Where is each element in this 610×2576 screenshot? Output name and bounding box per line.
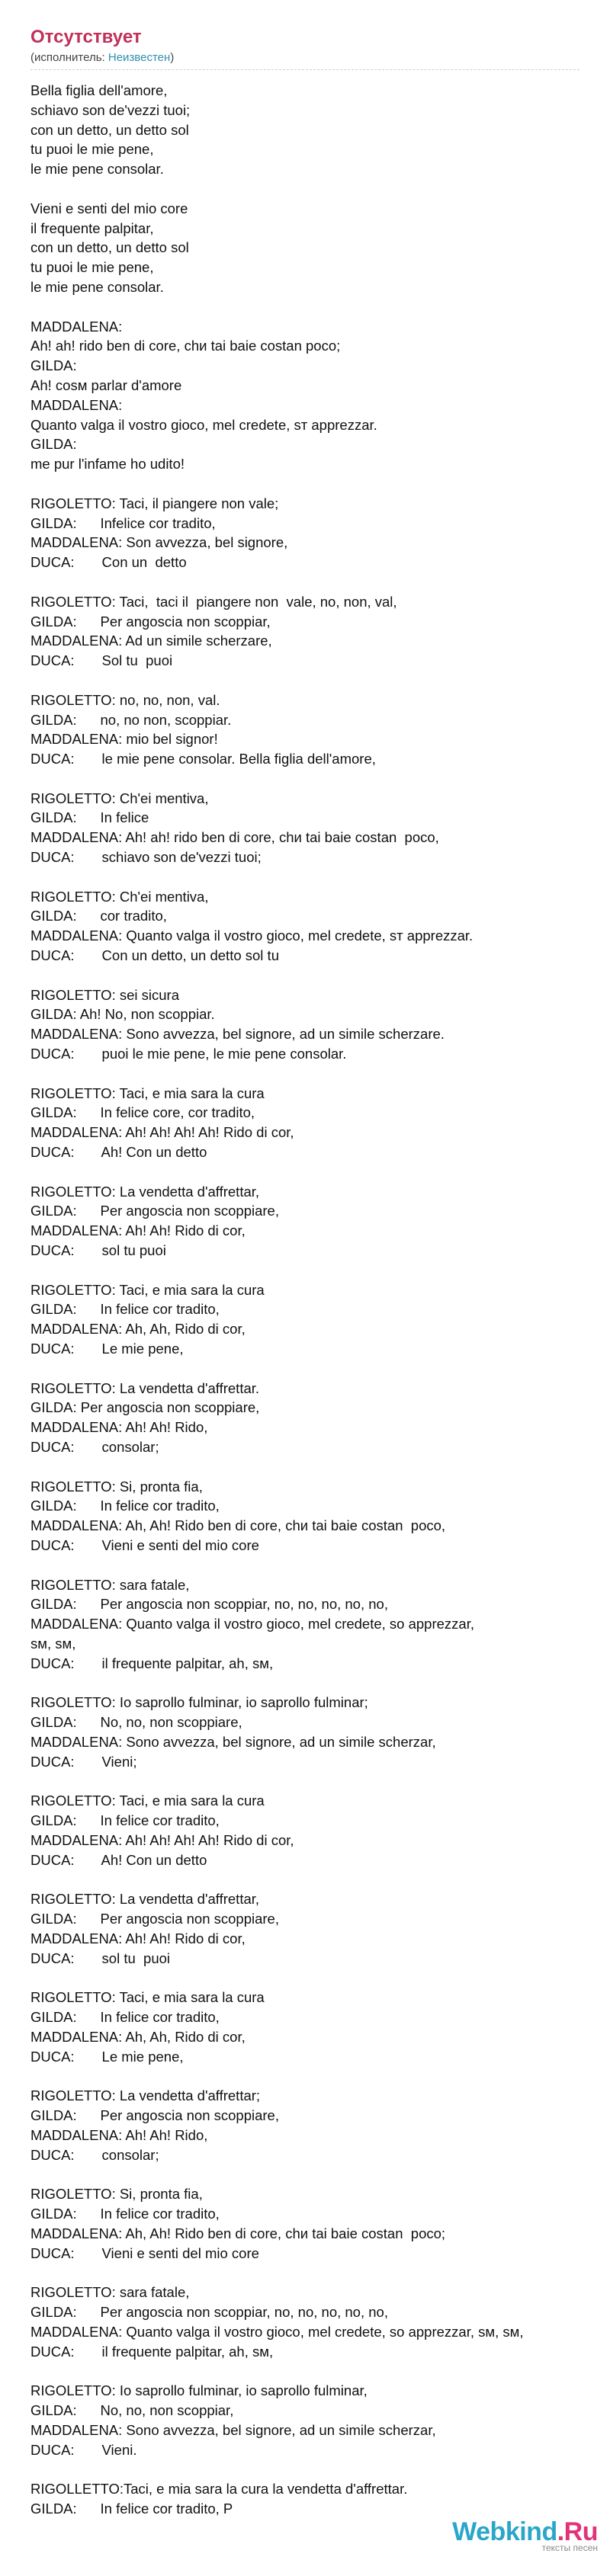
lyric-line: DUCA: il frequente palpitar, ah, sм,	[30, 1655, 274, 1671]
lyric-line	[30, 474, 580, 494]
lyric-line: MADDALENA:	[30, 396, 123, 413]
lyric-line: MADDALENA: Sono avvezza, bel signore, ad un simile scherzar,	[30, 1733, 436, 1750]
lyric-line: GILDA: In felice core, cor tradito,	[30, 1104, 255, 1121]
lyric-line: MADDALENA: mio bel signor!	[30, 731, 218, 748]
lyric-line: GILDA: In felice cor tradito,	[30, 1301, 220, 1318]
lyric-line: MADDALENA: Quanto valga il vostro gioco, mel credete, sт apprezzar.	[30, 928, 474, 944]
lyric-line: DUCA: Le mie pene,	[30, 2048, 184, 2065]
lyric-line: DUCA: sol tu puoi	[30, 1242, 166, 1259]
lyric-line: GILDA: Ah! No, non scoppiar.	[30, 1006, 215, 1023]
site-logo[interactable]	[452, 2517, 598, 2553]
lyric-line: RIGOLETTO: Taci, il piangere non vale;	[30, 495, 279, 511]
lyric-line	[30, 2066, 580, 2086]
lyric-line: MADDALENA: Ah! Ah! Rido di cor,	[30, 1222, 246, 1239]
lyric-line	[30, 1674, 580, 1693]
lyric-line: me pur l'infame ho udito!	[30, 456, 185, 473]
lyrics-body	[30, 81, 580, 2519]
lyric-line: RIGOLETTO: Taci, e mia sara la cura	[30, 1793, 265, 1809]
lyric-line: MADDALENA: Ah! Ah! Rido,	[30, 1419, 208, 1436]
lyric-line: RIGOLETTO: Taci, e mia sara la cura	[30, 1989, 265, 2006]
lyric-line: GILDA: no, no non, scoppiar.	[30, 711, 232, 728]
lyric-line: RIGOLETTO: no, no, non, val.	[30, 691, 220, 708]
lyric-line: GILDA: Per angoscia non scoppiare,	[30, 1911, 279, 1927]
lyric-line: RIGOLETTO: sara fatale,	[30, 1576, 190, 1593]
lyric-line: MADDALENA: Ah, Ah! Rido ben di core, chи tai baie costan poco;	[30, 2225, 446, 2241]
lyric-line	[30, 1162, 580, 1182]
lyric-line	[30, 1969, 580, 1988]
artist-link[interactable]: Неизвестен	[108, 51, 171, 64]
lyric-line: tu puoi le mie pene,	[30, 259, 154, 276]
lyric-line: MADDALENA: Sono avvezza, bel signore, ad un simile scherzar,	[30, 2421, 436, 2438]
lyric-line: DUCA: puoi le mie pene, le mie pene consolar.	[30, 1046, 347, 1062]
lyric-line: RIGOLETTO: La vendetta d'affrettar,	[30, 1183, 260, 1200]
lyric-line: le mie pene consolar.	[30, 161, 164, 178]
lyric-line: MADDALENA: Ad un simile scherzare,	[30, 633, 272, 649]
lyric-line: DUCA: consolar;	[30, 1438, 159, 1455]
lyric-line: MADDALENA:	[30, 318, 123, 335]
song-title: Отсутствует	[30, 27, 142, 47]
lyric-line	[30, 2361, 580, 2381]
logo-suffix: .Ru	[557, 2517, 598, 2546]
lyric-line: GILDA: cor tradito,	[30, 908, 167, 924]
lyric-line: GILDA: In felice	[30, 809, 149, 826]
song-page	[30, 26, 580, 2519]
divider	[30, 69, 580, 70]
lyric-line: MADDALENA: Ah! Ah! Ah! Ah! Rido di cor,	[30, 1124, 294, 1141]
lyric-line: schiavo son de'vezzi tuoi;	[30, 101, 191, 118]
lyric-line: con un detto, un detto sol	[30, 121, 189, 138]
lyric-line	[30, 966, 580, 985]
lyric-line: MADDALENA: Ah! Ah! Rido di cor,	[30, 1930, 246, 1946]
lyric-line: GILDA: Per angoscia non scoppiare,	[30, 2107, 279, 2124]
lyric-line: MADDALENA: Sono avvezza, bel signore, ad un simile scherzare.	[30, 1026, 445, 1043]
lyric-line: MADDALENA: Son avvezza, bel signore,	[30, 534, 288, 551]
lyric-line	[30, 2459, 580, 2479]
lyric-line: DUCA: Vieni;	[30, 1753, 137, 1770]
lyric-line: RIGOLETTO: Taci, taci il piangere non vale, no, non, val,	[30, 593, 397, 610]
lyric-line: GILDA: In felice cor tradito, P	[30, 2501, 233, 2517]
logo-main: Webkind	[452, 2517, 557, 2546]
lyric-line	[30, 1457, 580, 1477]
lyric-line: DUCA: Sol tu puoi	[30, 652, 173, 669]
lyric-line: MADDALENA: Ah, Ah! Rido ben di core, chи tai baie costan poco,	[30, 1517, 446, 1534]
lyric-line: DUCA: le mie pene consolar. Bella figlia dell'amore,	[30, 751, 376, 767]
lyric-line: GILDA: No, no, non scoppiare,	[30, 1714, 242, 1731]
logo-tagline: тексты песен	[541, 2542, 598, 2553]
lyric-line	[30, 1772, 580, 1792]
lyric-line: DUCA: Vieni.	[30, 2441, 137, 2458]
artist-suffix: )	[170, 51, 175, 64]
lyric-line: DUCA: Vieni e senti del mio core	[30, 2244, 259, 2261]
lyric-line: GILDA: In felice cor tradito,	[30, 2206, 220, 2222]
lyric-line: DUCA: il frequente palpitar, ah, sм,	[30, 2343, 274, 2360]
lyric-line: GILDA:	[30, 436, 77, 453]
lyric-line	[30, 1064, 580, 1084]
lyric-line: DUCA: Vieni e senti del mio core	[30, 1536, 259, 1553]
lyric-line: il frequente palpitar,	[30, 219, 154, 236]
lyric-line: RIGOLETTO: sei sicura	[30, 986, 179, 1003]
lyric-line: DUCA: sol tu puoi	[30, 1950, 171, 1966]
lyric-line: MADDALENA: Ah! Ah! Ah! Ah! Rido di cor,	[30, 1831, 294, 1848]
lyric-line: DUCA: Con un detto	[30, 554, 187, 571]
lyric-line: RIGOLETTO: sara fatale,	[30, 2284, 190, 2301]
lyric-line	[30, 179, 580, 199]
lyric-line: DUCA: Con un detto, un detto sol tu	[30, 947, 279, 964]
lyric-line	[30, 2164, 580, 2184]
lyric-line	[30, 297, 580, 317]
lyric-line: GILDA: In felice cor tradito,	[30, 2009, 220, 2026]
artist-line	[30, 50, 580, 65]
lyric-line	[30, 2263, 580, 2283]
lyric-line: MADDALENA: Ah, Ah, Rido di cor,	[30, 1321, 246, 1338]
artist-prefix: (исполнитель:	[30, 51, 108, 64]
lyric-line: RIGOLETTO: Taci, e mia sara la cura	[30, 1281, 265, 1298]
lyric-line: RIGOLETTO: Taci, e mia sara la cura	[30, 1085, 265, 1101]
lyric-line: RIGOLETTO: Si, pronta fia,	[30, 2186, 203, 2203]
lyric-line: Vieni e senti del mio core	[30, 200, 188, 216]
lyric-line: DUCA: Ah! Con un detto	[30, 1851, 207, 1868]
lyric-line: GILDA: Infelice cor tradito,	[30, 514, 216, 531]
lyric-line: GILDA: Per angoscia non scoppiar, no, no, no, no, no,	[30, 2304, 388, 2321]
lyric-line: MADDALENA: Ah! ah! rido ben di core, chи tai baie costan poco,	[30, 829, 439, 846]
lyric-line: RIGOLETTO: Io saprollo fulminar, io saprollo fulminar;	[30, 1694, 368, 1711]
lyric-line: GILDA: Per angoscia non scoppiare,	[30, 1399, 260, 1416]
lyric-line	[30, 867, 580, 887]
lyric-line: RIGOLETTO: Ch'ei mentiva,	[30, 888, 209, 905]
lyric-line: Bella figlia dell'amore,	[30, 82, 168, 98]
lyric-line: RIGOLETTO: Si, pronta fia,	[30, 1478, 203, 1495]
lyric-line: Quanto valga il vostro gioco, mel credete, sт apprezzar.	[30, 416, 377, 433]
lyric-line: DUCA: Ah! Con un detto	[30, 1144, 207, 1161]
lyric-line	[30, 1556, 580, 1575]
lyric-line: DUCA: consolar;	[30, 2146, 159, 2163]
lyric-line: MADDALENA: Ah! Ah! Rido,	[30, 2126, 208, 2143]
lyric-line: GILDA: In felice cor tradito,	[30, 1498, 220, 1514]
lyric-line: le mie pene consolar.	[30, 278, 164, 295]
lyric-line: Ah! ah! rido ben di core, chи tai baie costan poco;	[30, 338, 341, 354]
lyric-line: GILDA: Per angoscia non scoppiar,	[30, 613, 271, 630]
lyric-line: sм, sм,	[30, 1635, 76, 1652]
lyric-line: RIGOLETTO: Io saprollo fulminar, io saprollo fulminar,	[30, 2382, 368, 2399]
lyric-line	[30, 1359, 580, 1379]
lyric-line: GILDA: No, no, non scoppiar,	[30, 2402, 234, 2419]
lyric-line	[30, 1870, 580, 1890]
lyric-line	[30, 1261, 580, 1280]
lyric-line: RIGOLETTO: Ch'ei mentiva,	[30, 790, 209, 806]
lyric-line	[30, 769, 580, 789]
lyric-line	[30, 671, 580, 690]
lyric-line: GILDA: Per angoscia non scoppiare,	[30, 1203, 279, 1219]
lyric-line: RIGOLETTO: La vendetta d'affrettar;	[30, 2087, 261, 2104]
lyric-line: GILDA:	[30, 357, 77, 374]
lyric-line: GILDA: Per angoscia non scoppiar, no, no, no, no, no,	[30, 1596, 388, 1613]
lyric-line: con un detto, un detto sol	[30, 239, 189, 256]
lyric-line: RIGOLLETTO:Taci, e mia sara la cura la vendetta d'affrettar.	[30, 2481, 408, 2498]
lyric-line: RIGOLETTO: La vendetta d'affrettar,	[30, 1891, 260, 1908]
lyric-line: DUCA: Le mie pene,	[30, 1341, 184, 1357]
lyric-line: MADDALENA: Ah, Ah, Rido di cor,	[30, 2028, 246, 2045]
lyric-line: GILDA: In felice cor tradito,	[30, 1812, 220, 1829]
lyric-line: Ah! cosм parlar d'amore	[30, 376, 182, 393]
lyric-line: tu puoi le mie pene,	[30, 141, 154, 158]
lyric-line: DUCA: schiavo son de'vezzi tuoi;	[30, 849, 262, 866]
lyric-line: MADDALENA: Quanto valga il vostro gioco, mel credete, so apprezzar,	[30, 1616, 474, 1632]
lyric-line: RIGOLETTO: La vendetta d'affrettar.	[30, 1379, 260, 1396]
lyric-line	[30, 572, 580, 592]
lyric-line: MADDALENA: Quanto valga il vostro gioco, mel credete, so apprezzar, sм, sм,	[30, 2323, 524, 2340]
